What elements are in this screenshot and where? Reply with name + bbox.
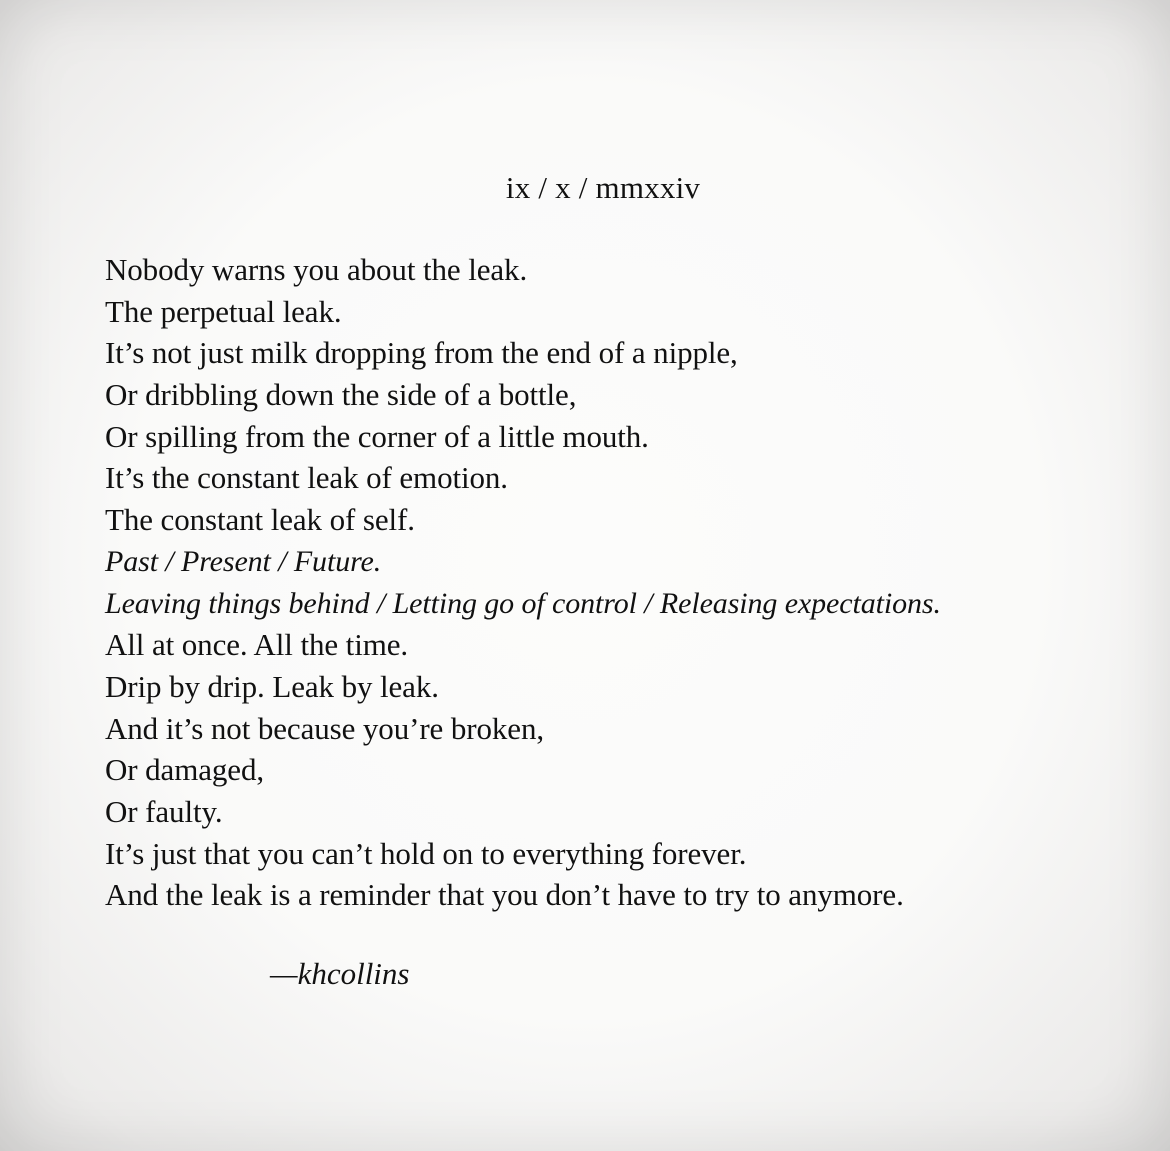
poem-line-5: Or spilling from the corner of a little mouth. (105, 418, 649, 454)
poem-line-3: It’s not just milk dropping from the end of a nipple, (105, 335, 738, 371)
poem-line-9: Leaving things behind / Letting go of control / Releasing expectations. (105, 586, 941, 620)
poem-line-4: Or dribbling down the side of a bottle, (105, 377, 577, 413)
poem-line-2: The perpetual leak. (105, 293, 342, 329)
poem-line-10: All at once. All the time. (105, 627, 409, 663)
poem-line-16: And the leak is a reminder that you don’t have to try to anymore. (105, 877, 904, 913)
poem-line-7: The constant leak of self. (105, 502, 415, 538)
poem-line-14: Or faulty. (105, 793, 223, 829)
poem-signature: —khcollins (270, 956, 410, 991)
poem-line-12: And it’s not because you’re broken, (105, 710, 544, 746)
poem-line-1: Nobody warns you about the leak. (105, 252, 528, 287)
poem-line-13: Or damaged, (105, 752, 265, 788)
poem-line-11: Drip by drip. Leak by leak. (105, 668, 439, 704)
poem-line-8: Past / Present / Future. (105, 544, 382, 578)
poem-line-15: It’s just that you can’t hold on to everything forever. (105, 835, 747, 871)
poem-line-6: It’s the constant leak of emotion. (105, 460, 508, 496)
poem-body (105, 249, 1115, 916)
poem-title: ix / x / mmxxiv (505, 170, 701, 205)
